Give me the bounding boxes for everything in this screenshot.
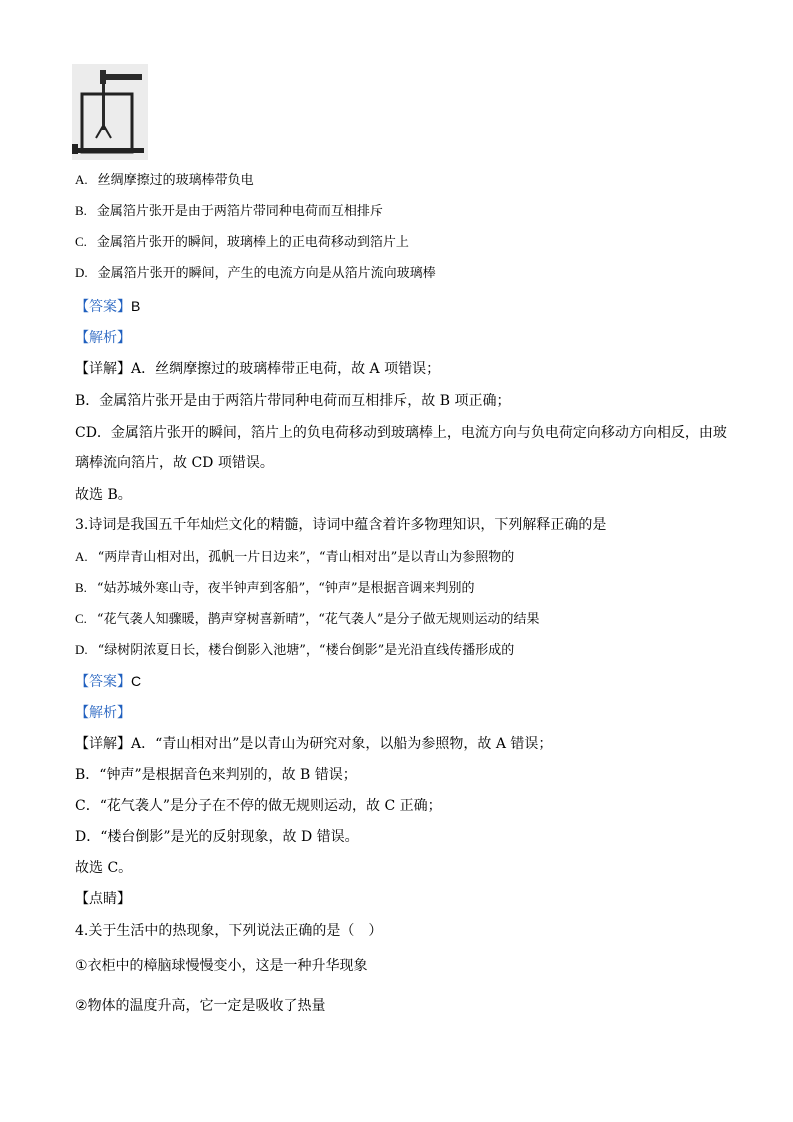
q3-detail-line-1: 【详解】A．“青山相对出”是以青山为研究对象，以船为参照物，故 A 错误；: [75, 736, 553, 752]
electroscope-figure: [72, 64, 148, 160]
q2-analysis-heading: 【解析】: [75, 330, 131, 346]
q2-conclusion: 故选 B。: [75, 487, 132, 503]
q2-detail-line-3: CD．金属箔片张开的瞬间，箔片上的负电荷移动到玻璃棒上，电流方向与负电荷定向移动方向相反，由玻: [75, 425, 727, 441]
q3-answer: 【答案】C: [75, 673, 142, 690]
q3-conclusion: 故选 C。: [75, 860, 133, 876]
q4-stem: 4.关于生活中的热现象，下列说法正确的是（ ）: [75, 923, 383, 939]
q4-statement-1: ①衣柜中的樟脑球慢慢变小，这是一种升华现象: [75, 958, 368, 974]
q3-analysis-heading: 【解析】: [75, 705, 131, 721]
q2-option-c: C. 金属箔片张开的瞬间，玻璃棒上的正电荷移动到箔片上: [75, 234, 409, 250]
q2-option-b: B. 金属箔片张开是由于两箔片带同种电荷而互相排斥: [75, 203, 383, 219]
q2-option-a: A. 丝绸摩擦过的玻璃棒带负电: [75, 172, 254, 188]
q3-detail-line-2: B．“钟声”是根据音色来判别的，故 B 错误；: [75, 767, 357, 783]
q2-detail-line-2: B．金属箔片张开是由于两箔片带同种电荷而互相排斥，故 B 项正确；: [75, 393, 511, 409]
q3-detail-line-4: D．“楼台倒影”是光的反射现象，故 D 错误。: [75, 829, 359, 845]
q2-detail-line-4: 璃棒流向箔片，故 CD 项错误。: [75, 455, 274, 471]
q2-answer: 【答案】B: [75, 298, 141, 315]
q2-option-d: D. 金属箔片张开的瞬间，产生的电流方向是从箔片流向玻璃棒: [75, 265, 436, 281]
q3-option-d: D. “绿树阴浓夏日长，楼台倒影入池塘”，“楼台倒影”是光沿直线传播形成的: [75, 642, 515, 658]
q3-option-a: A. “两岸青山相对出，孤帆一片日边来”，“青山相对出”是以青山为参照物的: [75, 549, 515, 565]
q2-detail-line-1: 【详解】A．丝绸摩擦过的玻璃棒带正电荷，故 A 项错误；: [75, 361, 441, 377]
q3-comment-heading: 【点睛】: [75, 891, 131, 907]
q3-option-b: B. “姑苏城外寒山寺，夜半钟声到客船”，“钟声”是根据音调来判别的: [75, 580, 475, 596]
q4-statement-2: ②物体的温度升高，它一定是吸收了热量: [75, 998, 326, 1014]
q3-stem: 3.诗词是我国五千年灿烂文化的精髓，诗词中蕴含着许多物理知识，下列解释正确的是: [75, 517, 607, 533]
q3-detail-line-3: C．“花气袭人”是分子在不停的做无规则运动，故 C 正确；: [75, 798, 442, 814]
q3-option-c: C. “花气袭人知骤暖，鹊声穿树喜新晴”，“花气袭人”是分子做无规则运动的结果: [75, 611, 540, 627]
